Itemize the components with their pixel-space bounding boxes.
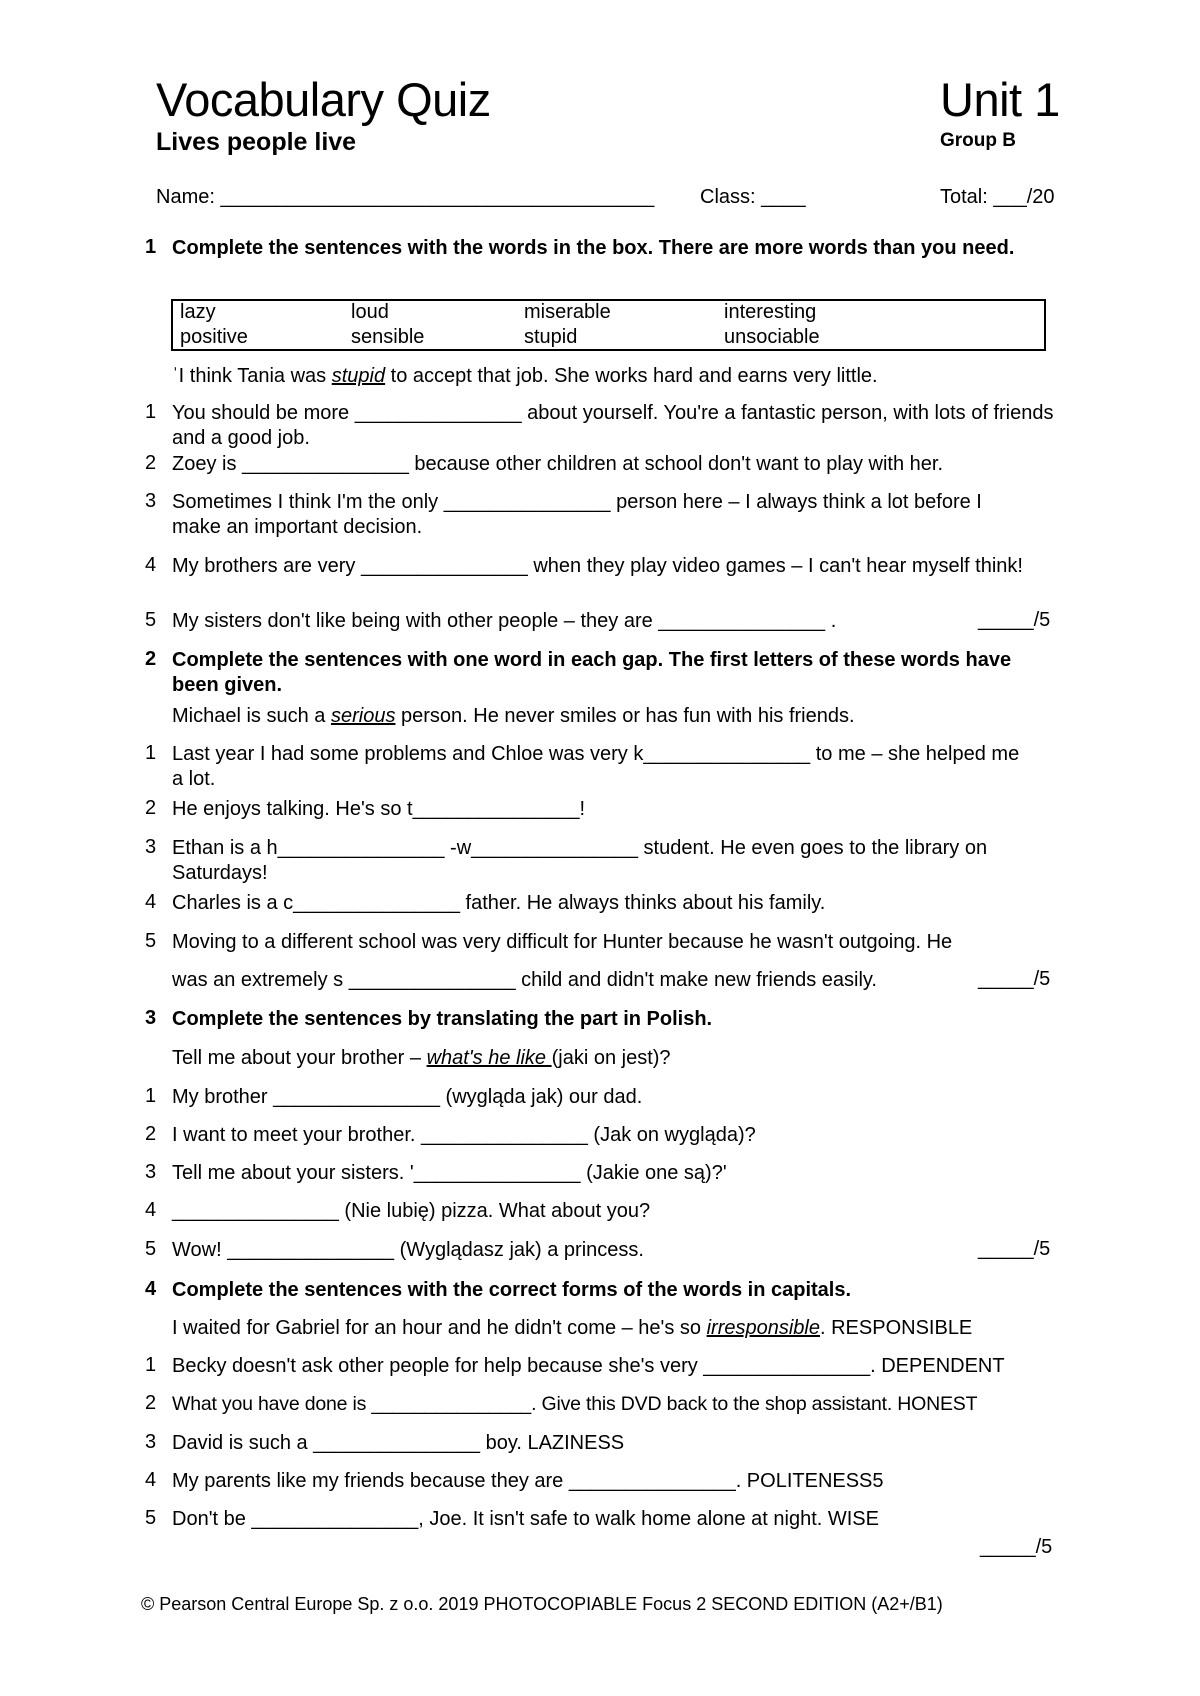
item-number: 1 [145,1354,157,1376]
unit-label: Unit 1 [940,73,1060,126]
item-text: Moving to a different school was very difficult for Hunter because he wasn't outgoing. He [172,931,953,953]
exercise-score: _____/5 [978,968,1051,990]
item-number: 1 [145,742,157,764]
item-number: 3 [145,1431,157,1453]
item-number: 5 [145,609,157,631]
item-text: was an extremely s _______________ child and didn't make new friends easily. [172,969,877,991]
item-text: My parents like my friends because they are _______________. POLITENESS5 [172,1470,884,1492]
exercise-heading: Complete the sentences with the words in the box. There are more words than you need. [172,237,1015,259]
item-number: 2 [145,1123,157,1145]
example-answer: serious [330,705,396,727]
word-box-word: miserable [524,301,611,323]
page-subtitle: Lives people live [156,128,357,156]
example-sentence: Tell me about your brother – what's he like (jaki on jest)? [172,1047,671,1069]
word-box-word: lazy [180,301,216,323]
exercise-heading: Complete the sentences with the correct forms of the words in capitals. [172,1279,852,1301]
word-box-word: sensible [351,326,425,348]
class-field-label: Class: ____ [700,186,806,208]
example-answer: irresponsible [706,1317,820,1339]
word-box [171,299,1046,351]
item-number: 5 [145,1507,157,1529]
item-number: 2 [145,797,157,819]
word-box-word: stupid [524,326,578,348]
word-box-word: unsociable [724,326,820,348]
item-number: 3 [145,1161,157,1183]
item-text: Ethan is a h_______________ -w_______________ student. He even goes to the library on Saturdays! [172,837,988,884]
item-number: 5 [145,1238,157,1260]
item-text: Tell me about your sisters. '_______________ (Jakie one są)?' [172,1162,727,1184]
exercise-number: 3 [145,1007,157,1029]
item-text: My brothers are very _______________ when they play video games – I can't hear myself think! [172,555,1023,577]
item-text: What you have done is _______________. Give this DVD back to the shop assistant. HONEST [172,1393,978,1415]
word-box-word: positive [180,326,248,348]
item-number: 1 [145,401,157,423]
example-answer: stupid [331,365,386,387]
item-number: 2 [145,1392,157,1414]
item-text: You should be more _______________ about yourself. You're a fantastic person, with lots of friends and a good job. [172,402,1054,449]
item-text: Sometimes I think I'm the only _______________ person here – I always think a lot before I make an important decision. [172,491,982,538]
exercise-score: _____/5 [980,1536,1053,1558]
item-number: 2 [145,452,157,474]
item-text: Zoey is _______________ because other children at school don't want to play with her. [172,453,944,475]
exercise-score: _____/5 [978,609,1051,631]
item-number: 4 [145,554,157,576]
item-text: I want to meet your brother. _______________ (Jak on wygląda)? [172,1124,756,1146]
exercise-number: 4 [145,1278,157,1300]
example-sentence: I waited for Gabriel for an hour and he didn't come – he's so irresponsible. RESPONSIBLE [172,1317,973,1339]
group-label: Group B [940,130,1016,151]
item-number: 4 [145,1469,157,1491]
total-score-label: Total: ___/20 [940,186,1055,208]
item-text: My brother _______________ (wygląda jak) our dad. [172,1086,643,1108]
example-answer: what's he like [426,1047,552,1069]
word-box-word: interesting [724,301,817,323]
name-field-label: Name: _______________________________________ [156,186,655,208]
word-box-word: loud [351,301,389,323]
item-number: 4 [145,891,157,913]
item-number: 3 [145,490,157,512]
item-text: Wow! _______________ (Wyglądasz jak) a princess. [172,1239,644,1261]
item-text: David is such a _______________ boy. LAZINESS [172,1432,625,1454]
item-text: My sisters don't like being with other people – they are _______________ . [172,610,837,632]
item-number: 1 [145,1085,157,1107]
item-text: Becky doesn't ask other people for help because she's very _______________. DEPENDENT [172,1355,1005,1377]
item-text: Charles is a c_______________ father. He always thinks about his family. [172,892,826,914]
exercise-number: 1 [145,236,157,258]
example-sentence: ˈI think Tania was stupid to accept that job. She works hard and earns very little. [172,365,878,387]
item-number: 5 [145,930,157,952]
item-text: Last year I had some problems and Chloe was very k_______________ to me – she helped me a lot. [172,743,1020,790]
page-title: Vocabulary Quiz [156,73,491,126]
item-text: He enjoys talking. He's so t_______________! [172,798,585,820]
copyright-footer: © Pearson Central Europe Sp. z o.o. 2019 PHOTOCOPIABLE Focus 2 SECOND EDITION (A2+/B1) [141,1594,943,1614]
exercise-heading: Complete the sentences by translating the part in Polish. [172,1008,713,1030]
exercise-heading: Complete the sentences with one word in each gap. The first letters of these words have been given. [172,649,1012,696]
exercise-score: _____/5 [978,1238,1051,1260]
item-text: _______________ (Nie lubię) pizza. What about you? [172,1200,651,1222]
item-number: 3 [145,836,157,858]
item-number: 4 [145,1199,157,1221]
exercise-number: 2 [145,648,157,670]
item-text: Don't be _______________, Joe. It isn't safe to walk home alone at night. WISE [172,1508,879,1530]
example-sentence: Michael is such a serious person. He never smiles or has fun with his friends. [172,705,855,727]
